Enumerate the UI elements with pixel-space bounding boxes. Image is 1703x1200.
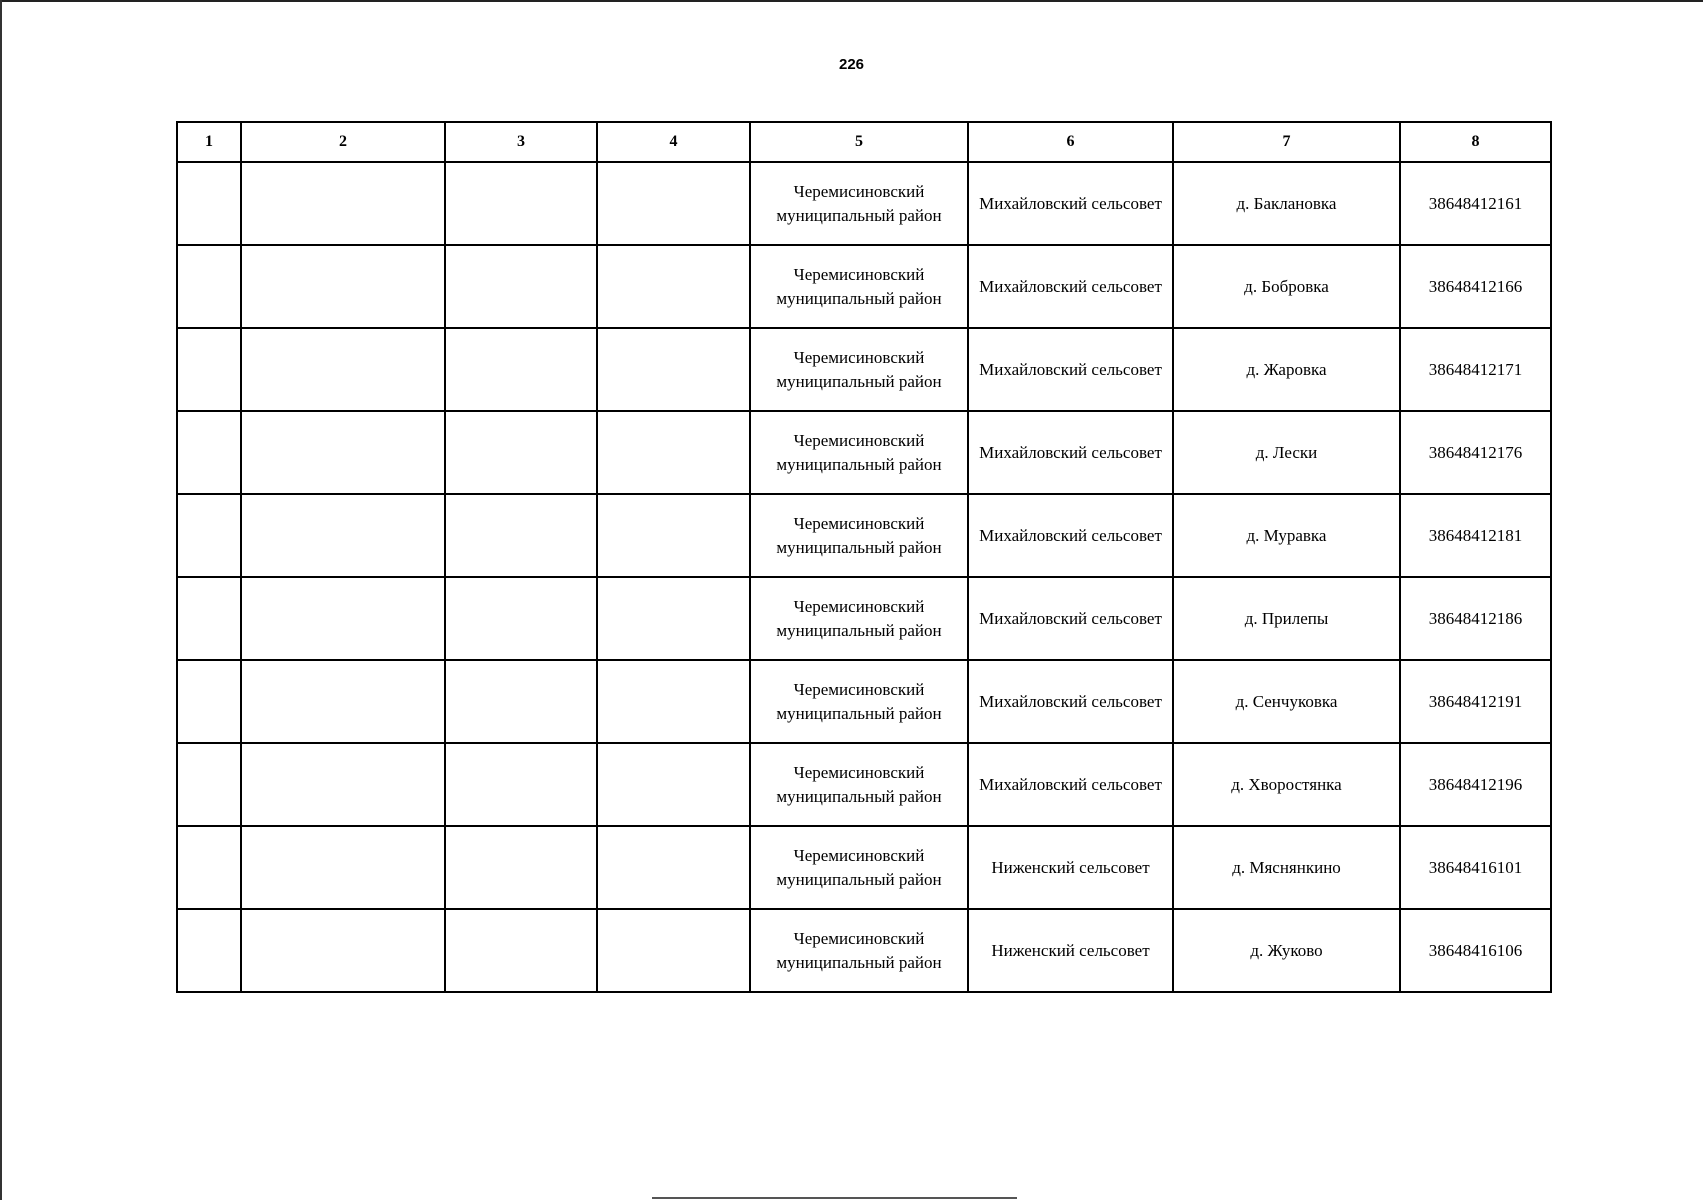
column-header: 2 <box>241 122 445 162</box>
column-header: 1 <box>177 122 241 162</box>
cell-col4 <box>597 411 750 494</box>
cell-col1 <box>177 743 241 826</box>
oktmo-code-cell: 38648412196 <box>1400 743 1551 826</box>
oktmo-code-cell: 38648416101 <box>1400 826 1551 909</box>
cell-col3 <box>445 162 597 245</box>
council-cell: Михайловский сельсовет <box>968 743 1173 826</box>
cell-col3 <box>445 328 597 411</box>
cell-col1 <box>177 328 241 411</box>
oktmo-code-cell: 38648412176 <box>1400 411 1551 494</box>
settlement-cell: д. Муравка <box>1173 494 1400 577</box>
district-cell: Черемисиновский муниципальный район <box>750 826 968 909</box>
cell-col2 <box>241 328 445 411</box>
settlement-cell: д. Сенчуковка <box>1173 660 1400 743</box>
oktmo-code-cell: 38648416106 <box>1400 909 1551 992</box>
cell-col4 <box>597 245 750 328</box>
page-number: 226 <box>838 56 865 73</box>
district-cell: Черемисиновский муниципальный район <box>750 245 968 328</box>
cell-col1 <box>177 909 241 992</box>
council-cell: Ниженский сельсовет <box>968 909 1173 992</box>
oktmo-code-cell: 38648412191 <box>1400 660 1551 743</box>
cell-col4 <box>597 826 750 909</box>
column-header: 4 <box>597 122 750 162</box>
cell-col3 <box>445 245 597 328</box>
council-cell: Михайловский сельсовет <box>968 328 1173 411</box>
cell-col4 <box>597 743 750 826</box>
district-cell: Черемисиновский муниципальный район <box>750 743 968 826</box>
district-cell: Черемисиновский муниципальный район <box>750 577 968 660</box>
cell-col2 <box>241 245 445 328</box>
cell-col4 <box>597 328 750 411</box>
cell-col3 <box>445 411 597 494</box>
settlement-cell: д. Мяснянкино <box>1173 826 1400 909</box>
cell-col3 <box>445 826 597 909</box>
cell-col3 <box>445 743 597 826</box>
settlement-cell: д. Бобровка <box>1173 245 1400 328</box>
district-cell: Черемисиновский муниципальный район <box>750 411 968 494</box>
cell-col2 <box>241 411 445 494</box>
council-cell: Михайловский сельсовет <box>968 245 1173 328</box>
oktmo-code-cell: 38648412181 <box>1400 494 1551 577</box>
oktmo-code-cell: 38648412186 <box>1400 577 1551 660</box>
cell-col4 <box>597 660 750 743</box>
council-cell: Михайловский сельсовет <box>968 411 1173 494</box>
council-cell: Ниженский сельсовет <box>968 826 1173 909</box>
cell-col2 <box>241 826 445 909</box>
scan-artifact-line <box>652 1197 1017 1199</box>
council-cell: Михайловский сельсовет <box>968 162 1173 245</box>
oktmo-code-cell: 38648412161 <box>1400 162 1551 245</box>
table-row <box>177 411 1551 494</box>
settlement-cell: д. Лески <box>1173 411 1400 494</box>
table-row <box>177 162 1551 245</box>
column-header: 3 <box>445 122 597 162</box>
district-cell: Черемисиновский муниципальный район <box>750 494 968 577</box>
page-left-border <box>0 0 2 1200</box>
column-header: 5 <box>750 122 968 162</box>
cell-col1 <box>177 162 241 245</box>
district-cell: Черемисиновский муниципальный район <box>750 328 968 411</box>
column-header: 7 <box>1173 122 1400 162</box>
column-header: 6 <box>968 122 1173 162</box>
cell-col2 <box>241 494 445 577</box>
district-cell: Черемисиновский муниципальный район <box>750 660 968 743</box>
oktmo-code-cell: 38648412171 <box>1400 328 1551 411</box>
cell-col4 <box>597 162 750 245</box>
table-row <box>177 660 1551 743</box>
cell-col1 <box>177 660 241 743</box>
settlements-table <box>176 121 1552 993</box>
settlement-cell: д. Хворостянка <box>1173 743 1400 826</box>
council-cell: Михайловский сельсовет <box>968 660 1173 743</box>
cell-col1 <box>177 826 241 909</box>
cell-col1 <box>177 245 241 328</box>
cell-col1 <box>177 411 241 494</box>
table-row <box>177 245 1551 328</box>
cell-col2 <box>241 162 445 245</box>
cell-col1 <box>177 494 241 577</box>
district-cell: Черемисиновский муниципальный район <box>750 162 968 245</box>
table-row <box>177 826 1551 909</box>
council-cell: Михайловский сельсовет <box>968 577 1173 660</box>
header-row <box>177 122 1551 162</box>
district-cell: Черемисиновский муниципальный район <box>750 909 968 992</box>
settlement-cell: д. Прилепы <box>1173 577 1400 660</box>
cell-col2 <box>241 660 445 743</box>
settlement-cell: д. Жаровка <box>1173 328 1400 411</box>
cell-col3 <box>445 909 597 992</box>
cell-col3 <box>445 660 597 743</box>
settlement-cell: д. Жуково <box>1173 909 1400 992</box>
table-row <box>177 494 1551 577</box>
settlement-cell: д. Баклановка <box>1173 162 1400 245</box>
column-header: 8 <box>1400 122 1551 162</box>
cell-col1 <box>177 577 241 660</box>
page-top-border <box>0 0 1703 2</box>
cell-col3 <box>445 577 597 660</box>
cell-col2 <box>241 577 445 660</box>
table-body <box>177 162 1551 992</box>
cell-col4 <box>597 577 750 660</box>
cell-col2 <box>241 743 445 826</box>
table-row <box>177 328 1551 411</box>
cell-col4 <box>597 494 750 577</box>
table-row <box>177 743 1551 826</box>
council-cell: Михайловский сельсовет <box>968 494 1173 577</box>
cell-col2 <box>241 909 445 992</box>
cell-col3 <box>445 494 597 577</box>
oktmo-code-cell: 38648412166 <box>1400 245 1551 328</box>
table-row <box>177 577 1551 660</box>
table-row <box>177 909 1551 992</box>
cell-col4 <box>597 909 750 992</box>
